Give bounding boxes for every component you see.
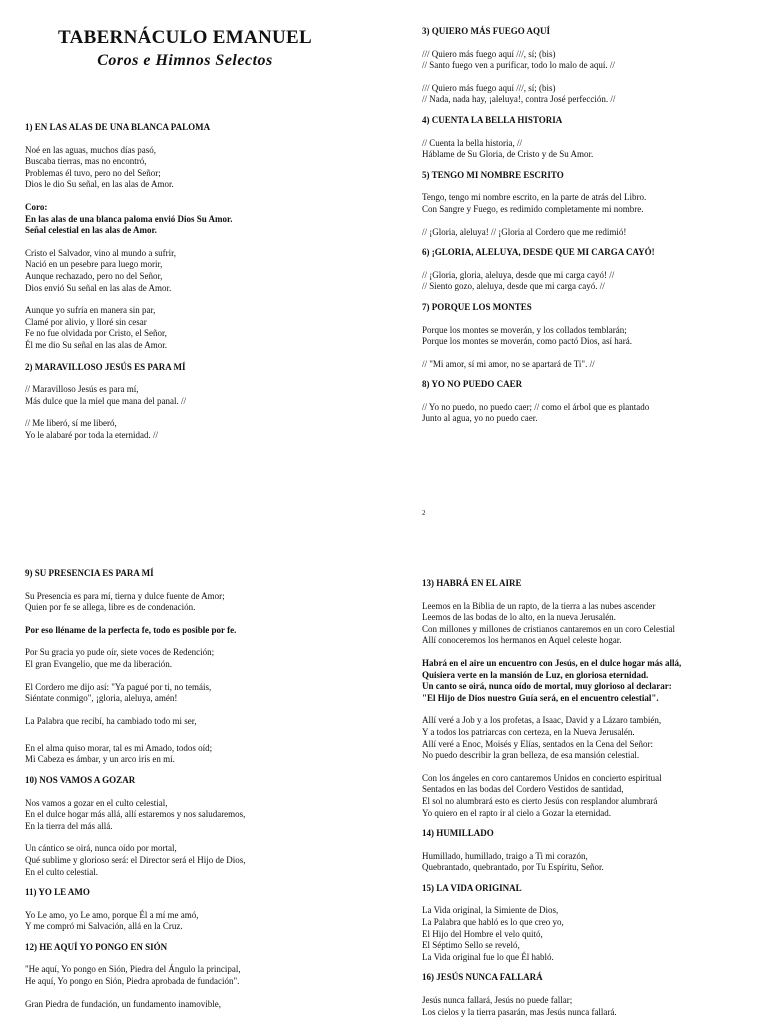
verse-line: // "Mi amor, sí mi amor, no se apartará de Ti". // [422, 358, 595, 369]
verse-line: Aunque yo sufría en manera sin par, [25, 305, 156, 316]
verse-line: Siéntate conmigo", ¡gloria, aleluya, amén! [25, 693, 178, 704]
song-heading: 9) SU PRESENCIA ES PARA MÍ [25, 568, 154, 578]
verse [25, 647, 370, 670]
verse-line: Nació en un pesebre para luego morir, [25, 259, 163, 270]
verse-line: Con Sangre y Fuego, es redimido completamente mi nombre. [422, 203, 644, 214]
verse-line: En el culto celestial. [25, 866, 98, 877]
verse-line: El gran Evangelio, que me da liberación. [25, 658, 172, 669]
verse-line: Mi Cabeza es ámbar, y un arco iris en mí. [25, 754, 175, 765]
verse [25, 964, 370, 987]
verse [422, 138, 762, 161]
verse [25, 248, 370, 294]
verse-line: Leemos en la Biblia de un rapto, de la tierra a las nubes ascender [422, 600, 656, 611]
verse-line: Con millones y millones de cristianos cantaremos en un coro Celestial [422, 623, 675, 634]
verse-line: El Hijo del Hombre el velo quitó, [422, 928, 543, 939]
verse-line: La Vida original, la Simiente de Dios, [422, 905, 559, 916]
verse [422, 227, 762, 239]
verse [422, 995, 762, 1018]
verse [422, 773, 762, 819]
chorus-label: Coro: [25, 201, 48, 212]
verse-line: // Cuenta la bella historia, // [422, 137, 522, 148]
verse-line: Allí veré a Job y a los profetas, a Isaac, David y a Lázaro también, [422, 715, 662, 726]
verse [25, 999, 370, 1011]
verse-line: El Séptimo Sello se reveló, [422, 940, 520, 951]
verse-line: Los cielos y la tierra pasarán, mas Jesús nunca fallará. [422, 1006, 617, 1017]
verse [25, 682, 370, 705]
verse-line: // Me liberó, sí me liberó, [25, 418, 117, 429]
verse-line: He aquí, Yo pongo en Sión, Piedra aprobada de fundación". [25, 976, 240, 987]
verse [422, 49, 762, 72]
song-heading: 15) LA VIDA ORIGINAL [422, 882, 522, 893]
song-heading: 2) MARAVILLOSO JESÚS ES PARA MÍ [25, 361, 186, 372]
verse-line: Fe no fue olvidada por Cristo, el Señor, [25, 328, 167, 339]
verse [422, 270, 762, 293]
verse-line: La Vida original fue lo que Él habló. [422, 951, 554, 962]
song-heading: 11) YO LE AMO [25, 887, 90, 898]
column-top-right [422, 26, 762, 425]
verse-line: Allí veré a Enoc, Moisés y Elías, sentados en la Cena del Señor: [422, 738, 653, 749]
song-heading: 12) HE AQUÍ YO PONGO EN SIÓN [25, 941, 168, 952]
verse-line: Un cántico se oirá, nunca oído por mortal, [25, 843, 177, 854]
song-heading: 5) TENGO MI NOMBRE ESCRITO [422, 169, 564, 180]
verse [422, 601, 762, 647]
chorus-line: Quisiera verte en la mansión de Luz, en gloriosa eternidad. [422, 669, 649, 680]
song-heading: 10) NOS VAMOS A GOZAR [25, 774, 136, 785]
verse-line: Leemos de las bodas de lo alto, en la nueva Jerusalén. [422, 612, 616, 623]
column-bottom-right [422, 578, 762, 1018]
verse-line: // Maravilloso Jesús es para mí, [25, 384, 139, 395]
chorus-line: "El Hijo de Dios nuestro Guía será, en el encuentro celestial". [422, 692, 659, 703]
verse-line: Porque los montes se moverán, como pactó Dios, así hará. [422, 336, 632, 347]
verse-line: Tengo, tengo mi nombre escrito, en la parte de atrás del Libro. [422, 192, 647, 203]
verse-line: Por Su gracia yo pude oír, siete voces de Redención; [25, 647, 215, 658]
page-title: TABERNÁCULO EMANUEL [58, 27, 312, 48]
verse [422, 715, 762, 761]
verse [422, 905, 762, 963]
page-number: 2 [422, 509, 426, 517]
verse [422, 83, 762, 106]
verse-line: Y a todos los patriarcas con certeza, en la Nueva Jerusalén. [422, 726, 635, 737]
verse-line: Dios le dio Su señal, en las alas de Amor. [25, 179, 174, 190]
verse-line: No puedo describir la gran belleza, de esa mansión celestial. [422, 750, 640, 761]
chorus [25, 202, 370, 237]
verse-line: Problemas él tuvo, pero no del Señor; [25, 167, 161, 178]
verse [25, 910, 370, 933]
verse-line: /// Quiero más fuego aquí ///, sí; (bis) [422, 48, 556, 59]
verse-line: Quebrantado, quebrantado, por Tu Espíritu, Señor. [422, 862, 604, 873]
chorus-line: En las alas de una blanca paloma envió Dios Su Amor. [25, 213, 233, 224]
verse [25, 843, 370, 878]
verse-line: Porque los montes se moverán, y los collados temblarán; [422, 324, 627, 335]
verse-line: // Santo fuego ven a purificar, todo lo malo de aquí. // [422, 60, 615, 71]
verse-line: El sol no alumbrará esto es cierto Jesús con resplandor alumbrará [422, 795, 658, 806]
verse-line: Su Presencia es para mí, tierna y dulce fuente de Amor; [25, 590, 225, 601]
verse [422, 325, 762, 348]
verse-line: Junto al agua, yo no puedo caer. [422, 413, 538, 424]
song-heading: 13) HABRÁ EN EL AIRE [422, 578, 522, 588]
song-heading: 3) QUIERO MÁS FUEGO AQUÍ [422, 26, 551, 36]
verse-line: En el alma quiso morar, tal es mi Amado, todos oíd; [25, 742, 213, 753]
chorus-line: Habrá en el aire un encuentro con Jesús, en el dulce hogar más allá, [422, 657, 682, 668]
verse-line: Buscaba tierras, mas no encontró, [25, 156, 147, 167]
verse-line: Más dulce que la miel que mana del panal. // [25, 395, 186, 406]
verse [422, 851, 762, 874]
verse-line: Clamé por alivio, y lloré sin cesar [25, 316, 147, 327]
verse-line: "He aquí, Yo pongo en Sión, Piedra del Ángulo la principal, [25, 964, 241, 975]
verse [25, 798, 370, 833]
column-top-left [25, 122, 370, 441]
verse [25, 305, 370, 351]
verse [25, 743, 370, 766]
verse [25, 384, 370, 407]
verse-line: La Palabra que habló es lo que creo yo, [422, 917, 564, 928]
verse [422, 402, 762, 425]
chorus-line: Por eso lléname de la perfecta fe, todo es posible por fe. [25, 624, 237, 635]
verse-line: La Palabra que recibí, ha cambiado todo mi ser, [25, 715, 197, 726]
verse-line: // ¡Gloria, gloria, aleluya, desde que mi carga cayó! // [422, 269, 615, 280]
verse-line: // ¡Gloria, aleluya! // ¡Gloria al Cordero que me redimió! [422, 226, 627, 237]
verse-line: Allí conoceremos los hermanos en Aquel celeste hogar. [422, 635, 622, 646]
song-heading: 16) JESÚS NUNCA FALLARÁ [422, 972, 543, 983]
verse [25, 418, 370, 441]
chorus-line: Señal celestial en las alas de Amor. [25, 225, 157, 236]
verse-line: Noé en las aguas, muchos días pasó, [25, 144, 156, 155]
verse-line: Yo Le amo, yo Le amo, porque Él a mí me amó, [25, 909, 199, 920]
verse-line: Dios envió Su señal en las alas de Amor. [25, 282, 172, 293]
verse [25, 145, 370, 191]
verse-line: Humillado, humillado, traigo a Ti mi corazón, [422, 850, 588, 861]
verse [422, 359, 762, 371]
verse-line: Con los ángeles en coro cantaremos Unidos en concierto espiritual [422, 772, 662, 783]
verse-line: // Nada, nada hay, ¡aleluya!, contra José perfección. // [422, 94, 616, 105]
verse-line: Quien por fe se allega, libre es de condenación. [25, 602, 196, 613]
verse-line: Él me dio Su señal en las alas de Amor. [25, 339, 167, 350]
verse-line: Sentados en las bodas del Cordero Vestidos de santidad, [422, 784, 624, 795]
song-heading: 8) YO NO PUEDO CAER [422, 379, 523, 390]
verse [422, 192, 762, 215]
verse-line: Aunque rechazado, pero no del Señor, [25, 270, 163, 281]
verse-line: // Yo no puedo, no puedo caer; // como el árbol que es plantado [422, 401, 650, 412]
verse-line: Nos vamos a gozar en el culto celestial, [25, 797, 168, 808]
chorus [25, 625, 370, 637]
verse-line: Yo le alabaré por toda la eternidad. // [25, 429, 159, 440]
page-subtitle: Coros e Himnos Selectos [97, 52, 273, 69]
column-bottom-left [25, 568, 370, 1010]
verse-line: Qué sublime y glorioso será: el Director será el Hijo de Dios, [25, 854, 246, 865]
verse-line: Háblame de Su Gloria, de Cristo y de Su Amor. [422, 149, 594, 160]
song-heading: 1) EN LAS ALAS DE UNA BLANCA PALOMA [25, 122, 211, 132]
verse-line: En la tierra del más allá. [25, 820, 113, 831]
verse-line: En el dulce hogar más allá, allí estaremos y nos saludaremos, [25, 809, 246, 820]
chorus [422, 658, 762, 704]
verse-line: Cristo el Salvador, vino al mundo a sufrir, [25, 247, 177, 258]
verse-line: // Siento gozo, aleluya, desde que mi carga cayó. // [422, 281, 605, 292]
verse-line: Gran Piedra de fundación, un fundamento inamovible, [25, 998, 221, 1009]
song-heading: 7) PORQUE LOS MONTES [422, 301, 532, 312]
verse [25, 716, 370, 733]
song-heading: 6) ¡GLORIA, ALELUYA, DESDE QUE MI CARGA CAYÓ! [422, 247, 655, 258]
song-heading: 4) CUENTA LA BELLA HISTORIA [422, 114, 563, 125]
chorus-line: Un canto se oirá, nunca oído de mortal, muy glorioso al declarar: [422, 681, 672, 692]
verse-line: Jesús nunca fallará, Jesús no puede fallar; [422, 995, 573, 1006]
verse-line: /// Quiero más fuego aquí ///, sí; (bis) [422, 82, 556, 93]
song-heading: 14) HUMILLADO [422, 828, 494, 839]
verse-line: Yo quiero en el rapto ir al cielo a Gozar la eternidad. [422, 807, 612, 818]
verse [25, 591, 370, 614]
verse-line: El Cordero me dijo así: "Ya pagué por ti, no temáis, [25, 681, 212, 692]
verse-line: Y me compró mi Salvación, allá en la Cruz. [25, 921, 183, 932]
